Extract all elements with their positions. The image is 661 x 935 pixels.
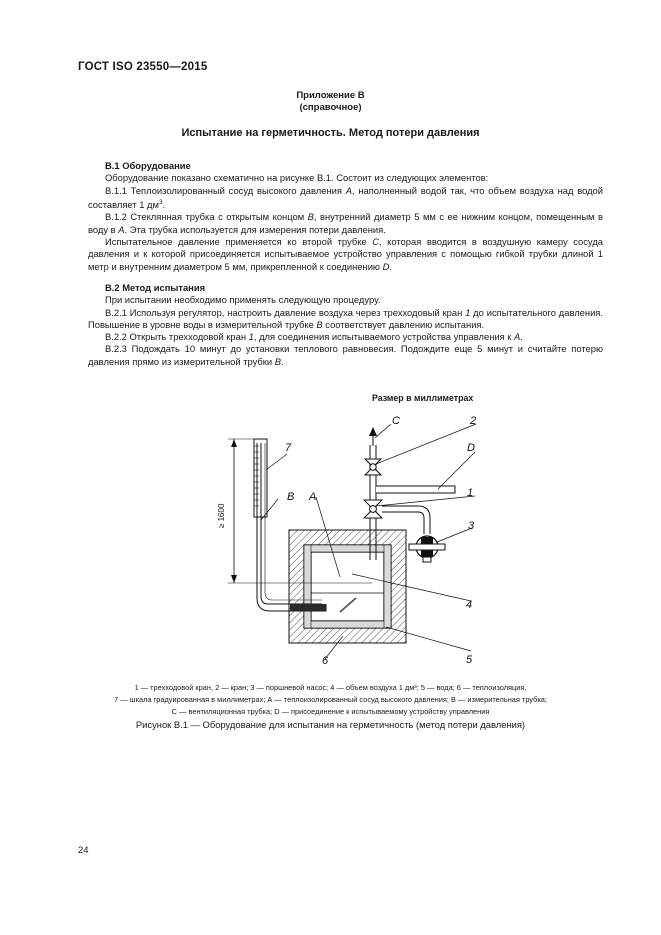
- figure-title: Рисунок В.1 — Оборудование для испытания на герметичность (метод потери давления): [135, 719, 526, 730]
- page-number: 24: [78, 845, 89, 856]
- section-title: Испытание на герметичность. Метод потери давления: [181, 127, 480, 139]
- paragraph-b22: В.2.2 Открыть трехходовой кран 1, для соединения испытываемого устройства управления к А.: [105, 331, 523, 343]
- dimension-label: ≥ 1600: [217, 503, 226, 528]
- method-heading: В.2 Метод испытания: [105, 282, 206, 293]
- equipment-intro: Оборудование показано схематично на рисунке В.1. Состоит из следующих элементов:: [105, 172, 489, 184]
- size-note: Размер в миллиметрах: [372, 393, 474, 403]
- label-6: 6: [322, 655, 329, 667]
- paragraph-b11: В.1.1 Теплоизолированный сосуд высокого давления А, наполненный водой так, что объем воздуха над водой составляет 1 $дм^3$.: [88, 184, 603, 211]
- legend-line-3: С — вентиляционная трубка; D — присоединение к испытываемому устройству управления: [171, 707, 490, 716]
- annex-title: Приложение В: [296, 90, 365, 101]
- pressure-vessel: [304, 545, 391, 628]
- paragraph-b21: В.2.1 Используя регулятор, настроить давление воздуха через трехходовый кран 1 до испытательного давления. Повышение в уровне воды в измерительной трубке В соответствует давлению испытания.: [88, 306, 603, 330]
- paragraph-b23: В.2.3 Подождать 10 минут до установки теплового равновесия. Подождите еще 5 минут и считайте потерю давления прямо из измерительной трубки В.: [88, 343, 603, 367]
- piston-pump: [409, 536, 445, 562]
- standard-header: ГОСТ ISO 23550—2015: [78, 61, 208, 73]
- figure-legend: [60, 682, 601, 718]
- label-b: B: [287, 491, 295, 503]
- legend-line-1: 1 — трехходовой кран, 2 — кран; 3 — поршневой насос; 4 — объем воздуха 1 дм³; 5 — вода; 6 — теплоизоляция,: [134, 683, 527, 692]
- label-5: 5: [466, 654, 473, 666]
- method-intro: При испытании необходимо применять следующую процедуру.: [105, 294, 381, 306]
- label-a: A: [309, 491, 317, 503]
- legend-line-2: 7 — шкала градуированная в миллиметрах; А — теплоизолированный сосуд высокого давления; В — измерительная трубка;: [114, 695, 547, 704]
- paragraph-b12: В.1.2 Стеклянная трубка с открытым концом В, внутренний диаметр 5 мм с ее нижним концом, помещенным в воду в А. Эта трубка используется для измерения потери давления.: [88, 211, 603, 235]
- label-d: D: [467, 442, 475, 454]
- equipment-heading: В.1 Оборудование: [105, 160, 191, 171]
- label-1: 1: [467, 487, 474, 499]
- annex-type: (справочное): [299, 102, 362, 113]
- label-7: 7: [285, 442, 292, 454]
- label-c: C: [392, 415, 400, 427]
- three-way-valve: [364, 500, 382, 518]
- label-3: 3: [468, 520, 475, 532]
- paragraph-test-pressure: Испытательное давление применяется ко второй трубке С, которая вводится в воздушную камеру сосуда давления и к которой присоединяется испытываемое устройство управления с помощью гибкой трубки длиной 1 метр и внутренним диаметром 5 мм, прикрепленной к соединению D.: [88, 235, 603, 272]
- connection-d: [376, 486, 455, 493]
- valve-2: [365, 459, 381, 475]
- label-4: 4: [466, 599, 473, 611]
- label-2: 2: [470, 415, 477, 427]
